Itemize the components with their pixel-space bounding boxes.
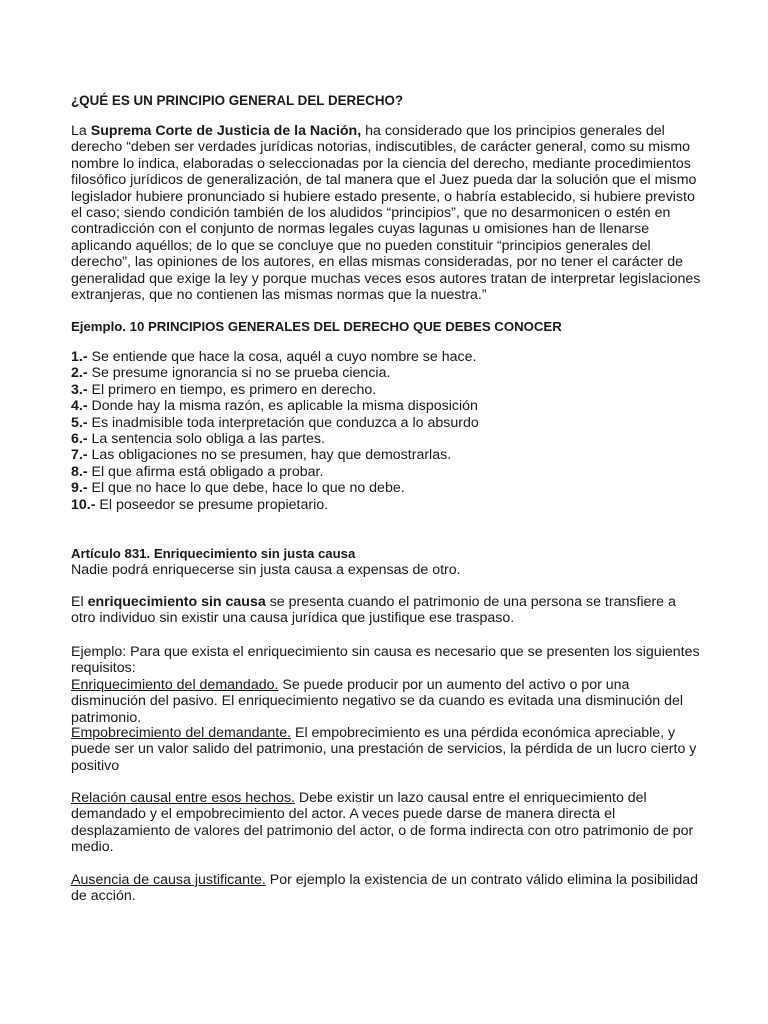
list-item: [71, 480, 703, 496]
requirement-item: [71, 872, 703, 905]
intro-body: ha considerado que los principios generales del derecho “deben ser verdades jurídicas notorias, indiscutibles, de carácter general, como su mismo nombre lo indica, elaboradas o seleccionadas por la ciencia del derecho, mediante procedimientos filosófico jurídicos de generalización, de tal manera que el Juez pueda dar la solución que el mismo legislador hubiere pronunciado si hubiere estado presente, o habría establecido, si hubiere previsto el caso; siendo condición también de los aludidos “principios”, que no desarmonicen o estén en contradicción con el conjunto de normas legales cuyas lagunas u omisiones han de llenarse aplicando aquéllos; de lo que se concluye que no pueden constituir “principios generales del derecho”, las opiniones de los autores, en ellas mismas consideradas, por no tener el carácter de generalidad que exige la ley y porque muchas veces esos autores tratan de interpretar legislaciones extranjeras, que no contienen las mismas normas que la nuestra.”: [71, 123, 701, 304]
list-item: [71, 365, 703, 381]
definition-paragraph: [71, 594, 703, 627]
list-item: [71, 447, 703, 463]
requirement-text: El empobrecimiento es una pérdida económica apreciable, y puede ser un valor salido del patrimonio, una prestación de servicios, la pérdida de un lucro cierto y positivo: [71, 725, 697, 774]
list-text: Se entiende que hace la cosa, aquél a cuyo nombre se hace.: [87, 349, 477, 365]
requirement-text: Debe existir un lazo causal entre el enriquecimiento del demandado y el empobrecimiento del actor. A veces puede darse de manera directa el desplazamiento de valores del patrimonio del actor, o de forma indirecta con otro patrimonio de por medio.: [71, 790, 694, 856]
list-number: 5.-: [71, 414, 88, 431]
requirements-intro: Ejemplo: Para que exista el enriquecimiento sin causa es necesario que se presenten los siguientes requisitos:: [71, 644, 700, 677]
requirement-term: Ausencia de causa justificante.: [71, 872, 266, 888]
list-number: 7.-: [71, 447, 88, 464]
list-text: El poseedor se presume propietario.: [95, 496, 329, 513]
requirement-item: [71, 677, 703, 726]
requirement-text: Se puede producir por un aumento del activo o por una disminución del pasivo. El enriquecimiento negativo se da cuando es evitada una disminución del patrimonio.: [71, 676, 684, 726]
intro-court-name: Suprema Corte de Justicia de la Nación,: [90, 123, 362, 139]
list-item: [71, 415, 703, 431]
example-heading: Ejemplo. 10 PRINCIPIOS GENERALES DEL DERECHO QUE DEBES CONOCER: [71, 319, 562, 334]
article-text: Nadie podrá enriquecerse sin justa causa a expensas de otro.: [71, 562, 461, 579]
definition-prefix: El: [71, 594, 88, 610]
list-item: [71, 497, 703, 513]
requirement-term: Enriquecimiento del demandado.: [71, 676, 279, 693]
requirement-text: Por ejemplo la existencia de un contrato válido elimina la posibilidad de acción.: [71, 872, 698, 905]
list-text: Es inadmisible toda interpretación que conduzca a lo absurdo: [87, 414, 479, 431]
list-text: La sentencia solo obliga a las partes.: [87, 431, 325, 448]
list-item: [71, 349, 703, 365]
intro-paragraph: [71, 123, 703, 303]
intro-prefix: La: [71, 123, 91, 139]
list-text: El primero en tiempo, es primero en derecho.: [87, 381, 377, 398]
requirement-item: [71, 725, 703, 774]
requirement-term: Empobrecimiento del demandante.: [71, 725, 292, 741]
requirement-term: Relación causal entre esos hechos.: [71, 790, 295, 806]
list-number: 9.-: [71, 480, 88, 497]
list-number: 8.-: [71, 463, 88, 480]
article-heading: Artículo 831. Enriquecimiento sin justa causa: [71, 546, 356, 561]
principles-list: [71, 349, 703, 513]
list-text: El que afirma está obligado a probar.: [87, 463, 324, 480]
list-text: Las obligaciones no se presumen, hay que demostrarlas.: [87, 447, 452, 464]
list-item: [71, 431, 703, 447]
list-number: 2.-: [71, 365, 88, 382]
list-number: 4.-: [71, 398, 88, 415]
list-number: 3.-: [71, 381, 88, 398]
list-item: [71, 464, 703, 480]
page-title: ¿QUÉ ES UN PRINCIPIO GENERAL DEL DERECHO?: [71, 93, 404, 108]
definition-body: se presenta cuando el patrimonio de una persona se transfiere a otro individuo sin existir una causa jurídica que justifique ese traspaso.: [71, 594, 676, 627]
list-number: 6.-: [71, 431, 88, 448]
article-section: [71, 546, 703, 579]
list-item: [71, 382, 703, 398]
definition-term: enriquecimiento sin causa: [87, 594, 266, 610]
requirement-item: [71, 790, 703, 856]
list-item: [71, 398, 703, 414]
list-number: 1.-: [71, 349, 88, 365]
list-text: El que no hace lo que debe, hace lo que no debe.: [87, 480, 405, 497]
list-number: 10.-: [71, 496, 96, 513]
list-text: Donde hay la misma razón, es aplicable la misma disposición: [87, 398, 478, 415]
requirements-section: [71, 644, 703, 726]
list-text: Se presume ignorancia si no se prueba ciencia.: [87, 365, 391, 382]
